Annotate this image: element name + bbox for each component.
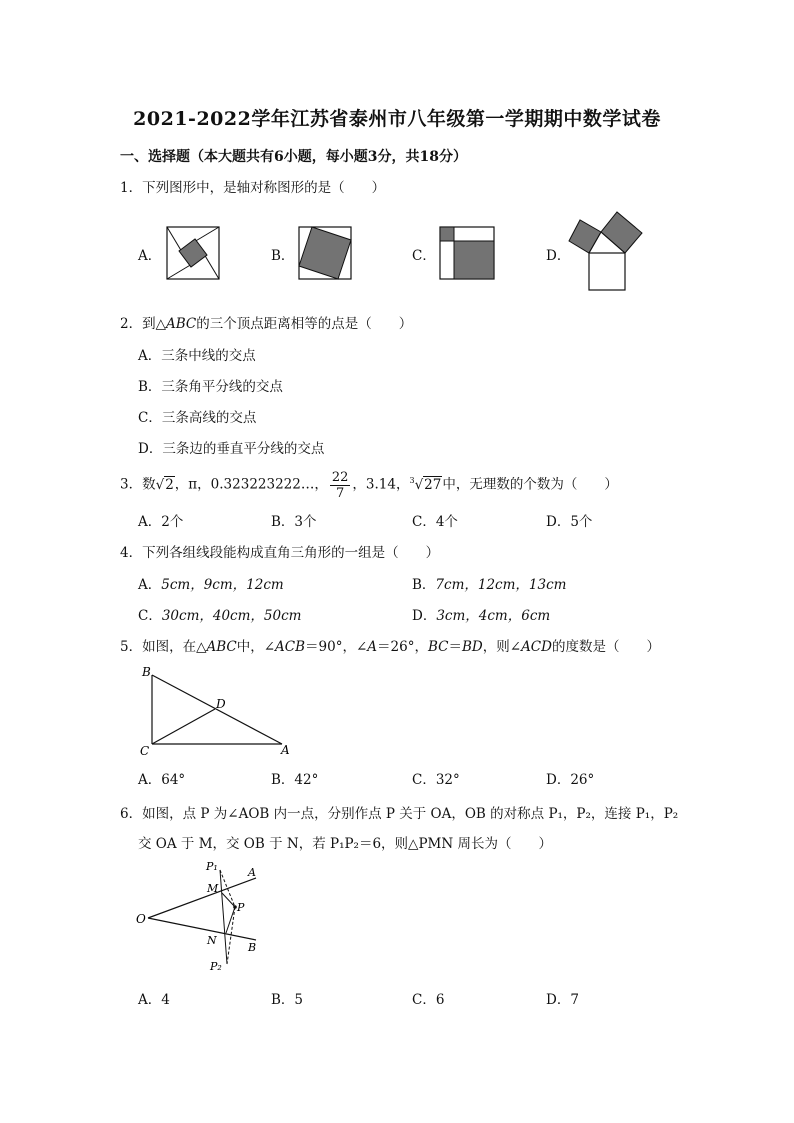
q5-option-d: D．26° bbox=[546, 772, 595, 788]
q3-option-c: C．4个 bbox=[412, 514, 458, 530]
q5-option-c: C．32° bbox=[412, 772, 460, 788]
q3-option-d: D．5个 bbox=[546, 514, 593, 530]
q4-option-c-values: 30cm，40cm，50cm bbox=[161, 608, 302, 624]
q6-option-b: B．5 bbox=[271, 992, 304, 1008]
q1-option-b-label: B． bbox=[271, 248, 295, 264]
q6-segment-np bbox=[226, 907, 235, 933]
q6-label-o: O bbox=[136, 912, 146, 926]
q4-option-b bbox=[412, 573, 566, 593]
q2-stem-pre: 2．到△ bbox=[120, 316, 166, 332]
q1-figure-a bbox=[166, 226, 220, 280]
q4-option-c bbox=[138, 604, 301, 624]
q5-label-c: C bbox=[140, 744, 150, 758]
q5-var-bc: BC bbox=[427, 639, 449, 655]
q5-option-a: A．64° bbox=[138, 772, 186, 788]
q5-option-b: B．42° bbox=[271, 772, 319, 788]
q3-option-a: A．2个 bbox=[138, 514, 184, 530]
q2-option-a: A．三条中线的交点 bbox=[138, 348, 256, 364]
q6-stem-line2: 交 OA 于 M，交 OB 于 N，若 P₁P₂＝6，则△PMN 周长为（ ） bbox=[138, 836, 552, 852]
q3-frac-num: 22 bbox=[331, 469, 349, 485]
q5-var-bd: BD bbox=[462, 639, 483, 655]
q4-option-a-label: A． bbox=[138, 577, 162, 593]
q3-suffix: 中，无理数的个数为（ ） bbox=[442, 476, 618, 493]
q4-option-b-values: 7cm，12cm，13cm bbox=[435, 577, 567, 593]
q1-stem: 1．下列图形中，是轴对称图形的是（ ） bbox=[120, 180, 386, 196]
q5-label-d: D bbox=[216, 697, 226, 711]
q2-stem-var: ABC bbox=[165, 316, 197, 332]
q6-option-d: D．7 bbox=[546, 992, 579, 1008]
q1-option-a-label: A． bbox=[138, 248, 162, 264]
q1-figure-c bbox=[439, 226, 495, 280]
q5-text-a: 5．如图，在△ bbox=[120, 639, 207, 655]
q5-segment-cd bbox=[152, 709, 215, 744]
section-heading: 一、选择题（本大题共有6小题，每小题3分，共18分） bbox=[120, 149, 467, 165]
q4-stem: 4．下列各组线段能构成直角三角形的一组是（ ） bbox=[120, 545, 440, 561]
q2-stem bbox=[120, 312, 412, 332]
q1-figure-d bbox=[568, 210, 644, 294]
q5-text-d: ＝26°， bbox=[377, 639, 428, 655]
q6-label-a: A bbox=[248, 866, 256, 879]
q3-cbrt: √27 bbox=[414, 476, 442, 493]
q4-option-a-values: 5cm，9cm，12cm bbox=[161, 577, 284, 593]
q4-option-c-label: C． bbox=[138, 608, 162, 624]
q5-var-acd: ACD bbox=[521, 639, 552, 655]
q3-option-b: B．3个 bbox=[271, 514, 317, 530]
q3-prefix: 3．数 bbox=[120, 476, 156, 493]
q3-mid: ，π，0.323223222…， bbox=[174, 476, 328, 493]
q2-stem-post: 的三个顶点距离相等的点是（ ） bbox=[196, 316, 413, 332]
q4-option-d-label: D． bbox=[412, 608, 437, 624]
q6-angle-figure bbox=[134, 856, 274, 976]
q5-var-acb: ACB bbox=[275, 639, 306, 655]
q3-sqrt: √2 bbox=[155, 476, 174, 493]
q1-figure-b bbox=[298, 226, 352, 280]
q5-text-c: ＝90°，∠ bbox=[305, 639, 368, 655]
q2-option-b: B．三条角平分线的交点 bbox=[138, 379, 283, 395]
q3-cbrt-index: 3 bbox=[409, 476, 415, 485]
q4-option-d bbox=[412, 604, 550, 624]
q6-label-p1: P₁ bbox=[206, 860, 218, 873]
q4-option-b-label: B． bbox=[412, 577, 436, 593]
q5-text-g: 的度数是（ ） bbox=[551, 639, 660, 655]
q2-option-c: C．三条高线的交点 bbox=[138, 410, 257, 426]
q6-option-c: C．6 bbox=[412, 992, 445, 1008]
q5-var-abc: ABC bbox=[206, 639, 237, 655]
exam-title: 2021-2022学年江苏省泰州市八年级第一学期期中数学试卷 bbox=[133, 108, 661, 130]
q6-label-p2: P₂ bbox=[210, 960, 222, 973]
q2-option-d: D．三条边的垂直平分线的交点 bbox=[138, 441, 325, 457]
q6-ray-ob bbox=[148, 918, 256, 940]
q1-option-d-label: D． bbox=[546, 248, 571, 264]
q4-option-d-values: 3cm，4cm，6cm bbox=[436, 608, 551, 624]
q5-stem bbox=[120, 635, 660, 655]
q5-label-b: B bbox=[142, 665, 151, 679]
q3-stem bbox=[120, 466, 618, 501]
q6-label-b: B bbox=[248, 941, 257, 954]
q3-fraction bbox=[330, 470, 351, 501]
q6-segment-mp bbox=[222, 893, 235, 907]
q5-label-a: A bbox=[281, 743, 290, 757]
q3-sqrt-value: 2 bbox=[165, 476, 174, 493]
q6-option-a: A．4 bbox=[138, 992, 170, 1008]
q3-after-frac: ，3.14， bbox=[352, 476, 410, 493]
q1-option-c-label: C． bbox=[412, 248, 436, 264]
q6-label-n: N bbox=[207, 934, 217, 947]
q3-cbrt-value: 27 bbox=[424, 476, 442, 493]
q5-var-a: A bbox=[367, 639, 378, 655]
q5-text-f: ，则∠ bbox=[482, 639, 522, 655]
q6-label-p: P bbox=[237, 901, 245, 914]
q3-frac-den: 7 bbox=[335, 485, 345, 501]
q5-triangle-figure bbox=[136, 660, 296, 760]
q5-text-b: 中，∠ bbox=[236, 639, 276, 655]
q5-text-e: ＝ bbox=[448, 639, 462, 655]
q6-label-m: M bbox=[207, 882, 219, 895]
q4-option-a bbox=[138, 573, 284, 593]
q6-stem-line1: 6．如图，点 P 为∠AOB 内一点，分别作点 P 关于 OA，OB 的对称点 P₁，P₂，连接 P₁，P₂ bbox=[120, 806, 679, 822]
